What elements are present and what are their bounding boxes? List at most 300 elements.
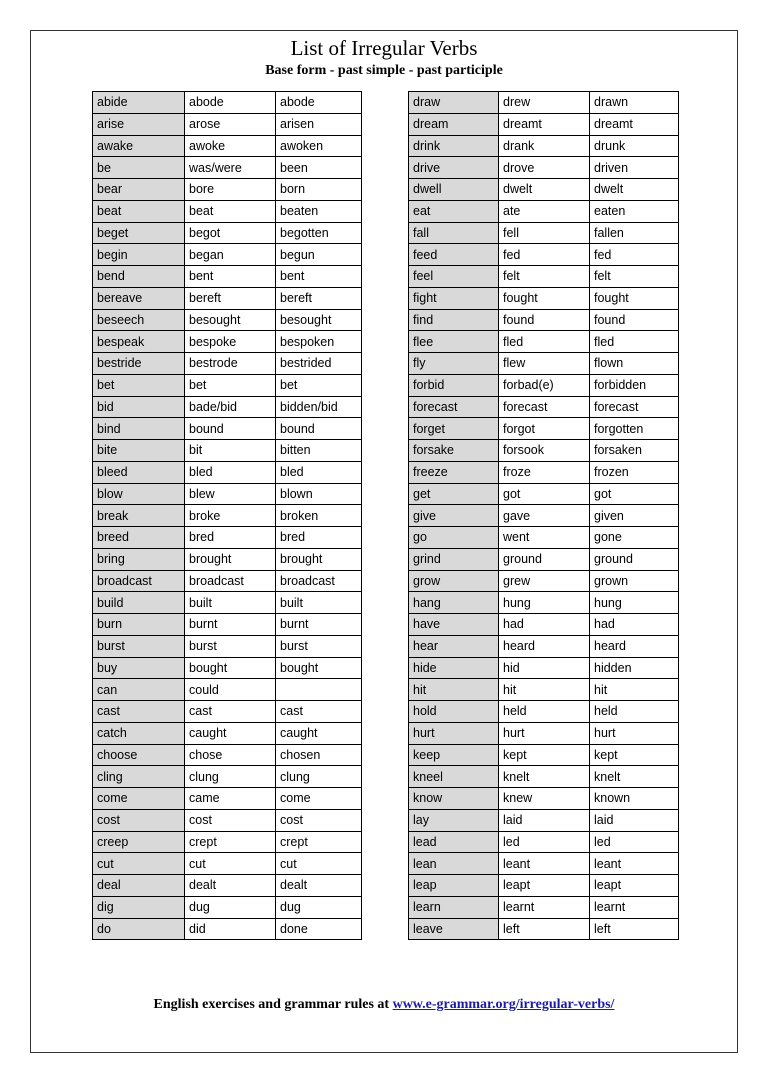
page-title: List of Irregular Verbs [290,36,478,60]
verb-base-cell: flee [409,331,499,353]
verb-past-cell: bade/bid [185,396,276,418]
verb-base-cell: bend [93,266,185,288]
verb-participle-cell: caught [276,722,362,744]
verb-row [93,701,362,723]
verb-base-cell: choose [93,744,185,766]
verb-past-cell: ate [499,200,590,222]
verb-row [409,287,679,309]
verb-base-cell: do [93,918,185,940]
verb-base-cell: fight [409,287,499,309]
verb-participle-cell: cast [276,701,362,723]
verb-participle-cell: gone [590,527,679,549]
verb-row [409,222,679,244]
verb-row [409,809,679,831]
verb-past-cell: bought [185,657,276,679]
verb-row [93,744,362,766]
verb-participle-cell: abode [276,92,362,114]
verb-participle-cell: forsaken [590,440,679,462]
verb-base-cell: bid [93,396,185,418]
verb-participle-cell: dug [276,896,362,918]
verb-past-cell: hung [499,592,590,614]
verb-participle-cell: driven [590,157,679,179]
verb-participle-cell: forgotten [590,418,679,440]
verb-past-cell: drove [499,157,590,179]
verb-participle-cell: fallen [590,222,679,244]
verb-past-cell: kept [499,744,590,766]
verb-past-cell: dealt [185,875,276,897]
verb-past-cell: bet [185,374,276,396]
verb-past-cell: beat [185,200,276,222]
verb-base-cell: freeze [409,461,499,483]
verb-past-cell: caught [185,722,276,744]
verb-base-cell: cost [93,809,185,831]
verb-base-cell: break [93,505,185,527]
verb-row [409,309,679,331]
verb-base-cell: creep [93,831,185,853]
verb-row [93,440,362,462]
verb-past-cell: bore [185,179,276,201]
verb-row [93,875,362,897]
verb-base-cell: bet [93,374,185,396]
verb-base-cell: blow [93,483,185,505]
verb-participle-cell: drunk [590,135,679,157]
verb-row [409,461,679,483]
verb-base-cell: bereave [93,287,185,309]
verb-base-cell: arise [93,113,185,135]
verb-base-cell: grow [409,570,499,592]
verb-participle-cell: bereft [276,287,362,309]
verbs-table-right [408,91,679,940]
verb-past-cell: built [185,592,276,614]
verb-past-cell: bent [185,266,276,288]
verb-participle-cell: had [590,614,679,636]
verb-base-cell: come [93,788,185,810]
verb-past-cell: gave [499,505,590,527]
verb-past-cell: left [499,918,590,940]
verb-base-cell: awake [93,135,185,157]
verb-past-cell: grew [499,570,590,592]
verb-past-cell: dug [185,896,276,918]
verb-base-cell: give [409,505,499,527]
verb-base-cell: beget [93,222,185,244]
verb-past-cell: went [499,527,590,549]
verb-past-cell: hurt [499,722,590,744]
verb-participle-cell: bled [276,461,362,483]
verb-past-cell: chose [185,744,276,766]
verb-base-cell: bring [93,548,185,570]
verb-base-cell: lean [409,853,499,875]
verb-base-cell: drink [409,135,499,157]
verb-row [93,179,362,201]
verb-past-cell: could [185,679,276,701]
footer [0,997,768,1013]
verb-participle-cell: born [276,179,362,201]
verb-participle-cell: flown [590,353,679,375]
verb-row [93,418,362,440]
verb-row [93,396,362,418]
verb-participle-cell: hurt [590,722,679,744]
verb-past-cell: bred [185,527,276,549]
verb-row [93,548,362,570]
verb-past-cell: brought [185,548,276,570]
verb-row [93,461,362,483]
verb-participle-cell: come [276,788,362,810]
verb-participle-cell: bespoken [276,331,362,353]
verb-past-cell: leant [499,853,590,875]
verb-row [93,331,362,353]
verb-participle-cell: begun [276,244,362,266]
verb-past-cell: cast [185,701,276,723]
footer-text: English exercises and grammar rules at [153,997,393,1012]
verb-row [409,570,679,592]
verb-row [409,266,679,288]
verb-base-cell: build [93,592,185,614]
verb-past-cell: fed [499,244,590,266]
verb-row [93,788,362,810]
verb-past-cell: bereft [185,287,276,309]
verb-past-cell: awoke [185,135,276,157]
verb-participle-cell: blown [276,483,362,505]
verb-participle-cell: burnt [276,614,362,636]
verb-row [93,809,362,831]
verb-base-cell: get [409,483,499,505]
verb-row [93,592,362,614]
verb-base-cell: bite [93,440,185,462]
verb-base-cell: can [93,679,185,701]
verb-row [93,766,362,788]
verb-participle-cell: held [590,701,679,723]
verb-row [93,635,362,657]
verb-row [93,614,362,636]
verb-base-cell: beseech [93,309,185,331]
verb-past-cell: had [499,614,590,636]
verb-base-cell: begin [93,244,185,266]
verb-past-cell: knew [499,788,590,810]
verb-row [409,200,679,222]
verb-past-cell: fled [499,331,590,353]
verb-base-cell: bestride [93,353,185,375]
verb-base-cell: keep [409,744,499,766]
verb-row [409,788,679,810]
verb-row [409,831,679,853]
verb-participle-cell: fed [590,244,679,266]
verb-base-cell: bleed [93,461,185,483]
verb-past-cell: besought [185,309,276,331]
verb-row [409,396,679,418]
verb-past-cell: forbad(e) [499,374,590,396]
verb-row [409,179,679,201]
verb-base-cell: hang [409,592,499,614]
verb-row [93,853,362,875]
verb-base-cell: buy [93,657,185,679]
verb-row [409,853,679,875]
verb-base-cell: forbid [409,374,499,396]
verb-row [93,287,362,309]
verb-participle-cell: done [276,918,362,940]
verb-row [409,679,679,701]
verb-participle-cell: ground [590,548,679,570]
verb-past-cell: did [185,918,276,940]
verb-past-cell: found [499,309,590,331]
verb-participle-cell: learnt [590,896,679,918]
verb-past-cell: was/were [185,157,276,179]
verb-past-cell: hid [499,657,590,679]
verb-row [409,614,679,636]
verb-base-cell: dream [409,113,499,135]
verb-row [409,527,679,549]
verb-row [93,353,362,375]
verb-base-cell: bear [93,179,185,201]
verb-past-cell: got [499,483,590,505]
verb-past-cell: abode [185,92,276,114]
verb-row [409,157,679,179]
verb-base-cell: bespeak [93,331,185,353]
verb-row [409,635,679,657]
verb-past-cell: burnt [185,614,276,636]
verb-participle-cell: bound [276,418,362,440]
verb-base-cell: hear [409,635,499,657]
verb-row [93,266,362,288]
verb-row [409,548,679,570]
verb-past-cell: crept [185,831,276,853]
verb-participle-cell: led [590,831,679,853]
verb-row [409,657,679,679]
verb-participle-cell: bred [276,527,362,549]
verb-base-cell: dwell [409,179,499,201]
verb-past-cell: led [499,831,590,853]
verb-participle-cell: awoken [276,135,362,157]
verb-past-cell: forecast [499,396,590,418]
verb-participle-cell: bestrided [276,353,362,375]
verb-past-cell: flew [499,353,590,375]
verb-row [409,592,679,614]
verb-row [93,483,362,505]
verb-row [93,309,362,331]
verb-past-cell: broke [185,505,276,527]
verb-participle-cell: crept [276,831,362,853]
verb-past-cell: bestrode [185,353,276,375]
verb-participle-cell: heard [590,635,679,657]
verb-row [409,505,679,527]
verb-base-cell: lead [409,831,499,853]
verb-past-cell: clung [185,766,276,788]
verb-base-cell: drive [409,157,499,179]
verb-past-cell: ground [499,548,590,570]
verb-row [93,722,362,744]
verb-row [93,200,362,222]
verb-participle-cell: besought [276,309,362,331]
verb-base-cell: cast [93,701,185,723]
verb-base-cell: feel [409,266,499,288]
verb-participle-cell: burst [276,635,362,657]
verb-participle-cell: been [276,157,362,179]
verb-participle-cell: cost [276,809,362,831]
verb-participle-cell [276,679,362,701]
verb-participle-cell: kept [590,744,679,766]
verb-past-cell: dreamt [499,113,590,135]
verb-past-cell: held [499,701,590,723]
verb-row [409,918,679,940]
verb-base-cell: draw [409,92,499,114]
verb-past-cell: bit [185,440,276,462]
verb-participle-cell: hit [590,679,679,701]
verb-participle-cell: bet [276,374,362,396]
verb-row [93,113,362,135]
verb-past-cell: froze [499,461,590,483]
verb-base-cell: be [93,157,185,179]
verb-participle-cell: got [590,483,679,505]
verb-base-cell: fall [409,222,499,244]
verb-base-cell: hit [409,679,499,701]
verb-past-cell: came [185,788,276,810]
verb-participle-cell: bent [276,266,362,288]
verb-row [409,244,679,266]
verb-past-cell: fell [499,222,590,244]
verb-base-cell: find [409,309,499,331]
verb-past-cell: heard [499,635,590,657]
verb-row [93,222,362,244]
verb-participle-cell: chosen [276,744,362,766]
verb-row [409,418,679,440]
verb-base-cell: cut [93,853,185,875]
verb-base-cell: learn [409,896,499,918]
verb-base-cell: bind [93,418,185,440]
verb-base-cell: eat [409,200,499,222]
verb-row [409,135,679,157]
verb-row [409,374,679,396]
verb-row [409,896,679,918]
verb-row [93,657,362,679]
verb-past-cell: fought [499,287,590,309]
verb-base-cell: abide [93,92,185,114]
verb-base-cell: broadcast [93,570,185,592]
verb-base-cell: leave [409,918,499,940]
verb-base-cell: forecast [409,396,499,418]
verb-past-cell: broadcast [185,570,276,592]
verb-past-cell: began [185,244,276,266]
verb-participle-cell: known [590,788,679,810]
verb-past-cell: cut [185,853,276,875]
page-subtitle: Base form - past simple - past participle [265,63,503,78]
verb-row [93,831,362,853]
verb-past-cell: burst [185,635,276,657]
verb-row [409,353,679,375]
verb-base-cell: have [409,614,499,636]
verb-base-cell: burst [93,635,185,657]
verb-participle-cell: dreamt [590,113,679,135]
verb-past-cell: dwelt [499,179,590,201]
verb-participle-cell: forecast [590,396,679,418]
verb-base-cell: forsake [409,440,499,462]
verb-participle-cell: knelt [590,766,679,788]
verb-past-cell: forsook [499,440,590,462]
verb-base-cell: forget [409,418,499,440]
footer-link[interactable]: www.e-grammar.org/irregular-verbs/ [392,997,615,1012]
verb-base-cell: deal [93,875,185,897]
verb-past-cell: drew [499,92,590,114]
verb-participle-cell: clung [276,766,362,788]
verb-row [93,896,362,918]
verb-row [409,440,679,462]
verb-participle-cell: frozen [590,461,679,483]
verb-past-cell: laid [499,809,590,831]
verb-row [409,701,679,723]
verb-base-cell: grind [409,548,499,570]
verb-past-cell: cost [185,809,276,831]
verb-participle-cell: eaten [590,200,679,222]
verb-participle-cell: found [590,309,679,331]
verb-row [409,113,679,135]
verb-past-cell: bespoke [185,331,276,353]
verb-base-cell: hide [409,657,499,679]
verb-base-cell: go [409,527,499,549]
verb-base-cell: cling [93,766,185,788]
verb-base-cell: breed [93,527,185,549]
verb-participle-cell: fled [590,331,679,353]
verb-past-cell: arose [185,113,276,135]
verb-participle-cell: fought [590,287,679,309]
verb-base-cell: hold [409,701,499,723]
verb-participle-cell: built [276,592,362,614]
verb-row [409,722,679,744]
verb-row [93,135,362,157]
verb-base-cell: beat [93,200,185,222]
verb-participle-cell: dwelt [590,179,679,201]
verb-base-cell: lay [409,809,499,831]
verb-base-cell: know [409,788,499,810]
verb-row [93,374,362,396]
verb-row [93,679,362,701]
verb-row [93,527,362,549]
verb-participle-cell: begotten [276,222,362,244]
verb-participle-cell: brought [276,548,362,570]
verb-row [409,744,679,766]
verb-past-cell: blew [185,483,276,505]
verb-row [409,331,679,353]
verb-past-cell: bound [185,418,276,440]
verb-row [409,875,679,897]
verb-participle-cell: leapt [590,875,679,897]
verb-row [409,483,679,505]
verb-past-cell: drank [499,135,590,157]
verbs-table-left [92,91,362,940]
verb-participle-cell: given [590,505,679,527]
verb-row [93,157,362,179]
verb-base-cell: leap [409,875,499,897]
verb-participle-cell: felt [590,266,679,288]
verb-row [409,92,679,114]
verb-row [409,766,679,788]
verb-participle-cell: broadcast [276,570,362,592]
verb-participle-cell: bidden/bid [276,396,362,418]
verb-row [93,570,362,592]
verb-base-cell: burn [93,614,185,636]
verb-past-cell: hit [499,679,590,701]
verb-participle-cell: forbidden [590,374,679,396]
verb-row [93,918,362,940]
verb-participle-cell: grown [590,570,679,592]
verb-participle-cell: bitten [276,440,362,462]
verb-past-cell: learnt [499,896,590,918]
verb-participle-cell: hidden [590,657,679,679]
verb-past-cell: begot [185,222,276,244]
verb-base-cell: feed [409,244,499,266]
verb-past-cell: leapt [499,875,590,897]
verb-participle-cell: leant [590,853,679,875]
verb-base-cell: fly [409,353,499,375]
verb-participle-cell: hung [590,592,679,614]
verb-participle-cell: bought [276,657,362,679]
